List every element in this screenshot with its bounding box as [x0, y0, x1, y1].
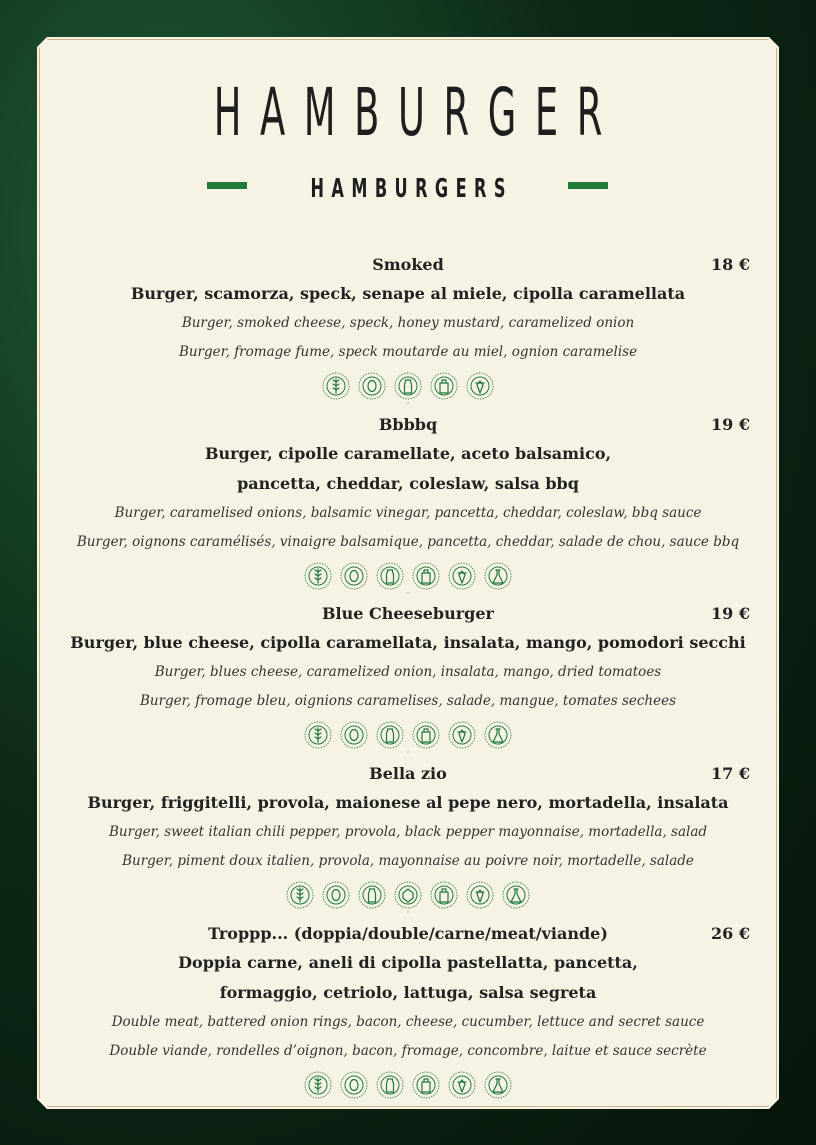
item-description-it: Burger, cipolle caramellate, aceto balsamico, — [204, 444, 612, 463]
item-name: Blue Cheeseburger — [322, 604, 494, 623]
milk-icon — [375, 720, 405, 750]
gluten-icon — [303, 720, 333, 750]
item-description-it-line2: formaggio, cetriolo, lattuga, salsa segreta — [219, 983, 597, 1002]
item-description-fr: Burger, fromage bleu, oignions caramelises, salade, mangue, tomates sechees — [139, 693, 677, 709]
item-description-it: Burger, blue cheese, cipolla caramellata, insalata, mango, pomodori secchi — [70, 633, 746, 652]
gluten-icon — [285, 880, 315, 910]
celery-icon — [447, 561, 477, 591]
sulphites-icon — [501, 880, 531, 910]
celery-icon — [465, 371, 495, 401]
item-description-en: Burger, caramelised onions, balsamic vinegar, pancetta, cheddar, coleslaw, bbq sauce — [114, 505, 702, 521]
menu-item-blue-cheeseburger — [40, 604, 776, 756]
item-description-fr: Burger, fromage fume, speck moutarde au miel, ognion caramelise — [178, 344, 638, 360]
mustard-icon — [429, 880, 459, 910]
mustard-icon — [411, 1070, 441, 1100]
egg-icon — [339, 1070, 369, 1100]
celery-icon — [465, 880, 495, 910]
menu-item-bella-zio — [40, 764, 776, 916]
mustard-icon — [411, 720, 441, 750]
item-description-fr: Burger, piment doux italien, provola, mayonnaise au poivre noir, mortadelle, salade — [122, 853, 694, 869]
egg-icon — [339, 720, 369, 750]
page-title: HAMBURGER — [213, 74, 621, 151]
egg-icon — [339, 561, 369, 591]
milk-icon — [357, 880, 387, 910]
separator-dot: · — [406, 589, 410, 598]
allergen-icons — [40, 1070, 776, 1100]
allergen-icons — [40, 880, 776, 910]
allergen-icons — [40, 720, 776, 750]
item-description-en: Double meat, battered onion rings, bacon, cheese, cucumber, lettuce and secret sauce — [111, 1014, 705, 1030]
item-description-en: Burger, smoked cheese, speck, honey mustard, caramelized onion — [181, 315, 635, 331]
sulphites-icon — [483, 1070, 513, 1100]
separator-dot: · — [406, 908, 410, 917]
allergen-icons — [40, 561, 776, 591]
celery-icon — [447, 1070, 477, 1100]
gluten-icon — [321, 371, 351, 401]
menu-item-bbbbq — [40, 415, 776, 597]
separator-dot: · — [406, 399, 410, 408]
item-description-it: Doppia carne, aneli di cipolla pastellatta, pancetta, — [178, 953, 638, 972]
item-description-it: Burger, scamorza, speck, senape al miele, cipolla caramellata — [130, 284, 686, 303]
item-description-fr: Double viande, rondelles d’oignon, bacon, fromage, concombre, laitue et sauce secrète — [109, 1043, 707, 1059]
subtitle-row — [0, 174, 816, 204]
gluten-icon — [303, 1070, 333, 1100]
item-description-it: Burger, friggitelli, provola, maionese al pepe nero, mortadella, insalata — [87, 793, 729, 812]
celery-icon — [447, 720, 477, 750]
gluten-icon — [303, 561, 333, 591]
egg-icon — [321, 880, 351, 910]
item-description-fr: Burger, oignons caramélisés, vinaigre balsamique, pancetta, cheddar, salade de chou, sauce bbq — [76, 534, 740, 550]
sulphites-icon — [483, 720, 513, 750]
item-name: Bbbbq — [378, 415, 438, 434]
item-price: 19 € — [711, 604, 750, 623]
subtitle-rule-right — [568, 182, 608, 189]
item-price: 19 € — [711, 415, 750, 434]
item-description-en: Burger, blues cheese, caramelized onion, insalata, mango, dried tomatoes — [154, 664, 662, 680]
item-price: 17 € — [711, 764, 750, 783]
item-price: 18 € — [711, 255, 750, 274]
nuts-icon — [393, 880, 423, 910]
separator-dot: · — [406, 748, 410, 757]
egg-icon — [357, 371, 387, 401]
mustard-icon — [429, 371, 459, 401]
item-description-en: Burger, sweet italian chili pepper, provola, black pepper mayonnaise, mortadella, salad — [108, 824, 708, 840]
item-name: Bella zio — [369, 764, 447, 783]
page-subtitle: HAMBURGERS — [310, 174, 513, 204]
menu-item-smoked — [40, 255, 776, 407]
milk-icon — [375, 1070, 405, 1100]
milk-icon — [375, 561, 405, 591]
item-description-it-line2: pancetta, cheddar, coleslaw, salsa bbq — [237, 474, 579, 493]
item-name: Troppp... (doppia/double/carne/meat/viande) — [208, 924, 608, 943]
mustard-icon — [411, 561, 441, 591]
menu-item-troppp — [40, 924, 776, 1100]
milk-icon — [393, 371, 423, 401]
item-price: 26 € — [711, 924, 750, 943]
allergen-icons — [40, 371, 776, 401]
item-name: Smoked — [372, 255, 444, 274]
sulphites-icon — [483, 561, 513, 591]
